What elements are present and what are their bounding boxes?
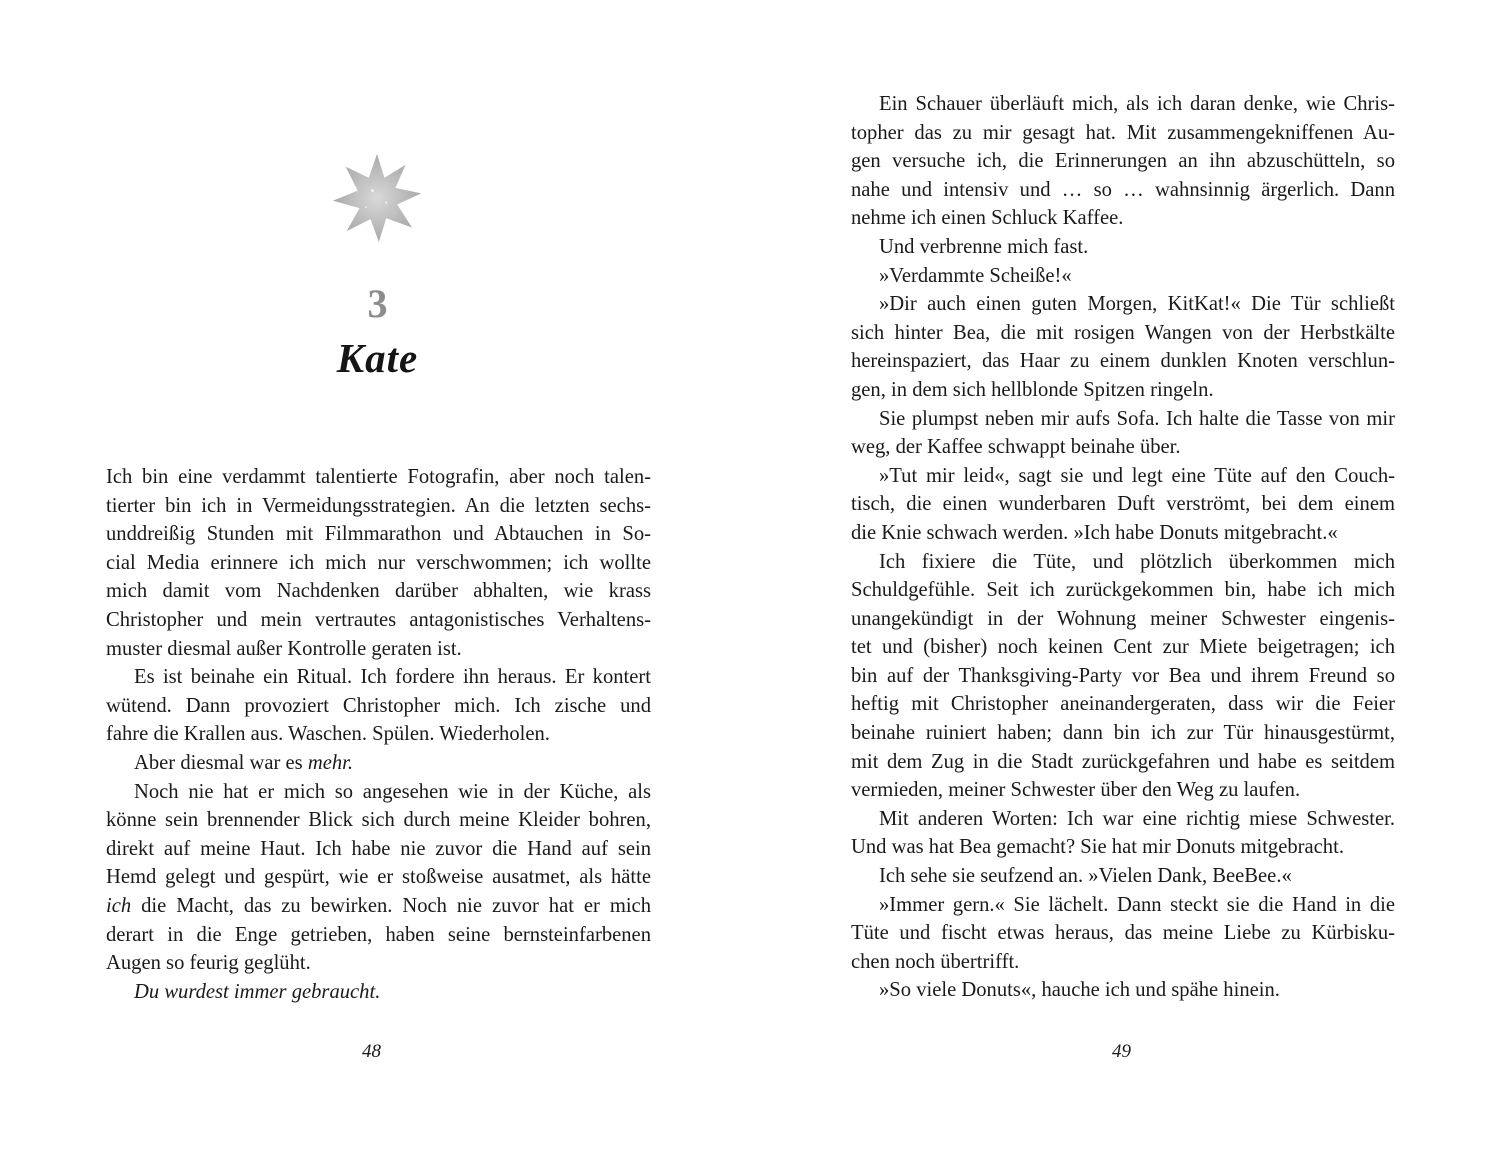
- text-line: Hemd gelegt und gespürt, wie er stoßweise ausatmet, als hätte: [106, 866, 651, 889]
- text-line: Tüte und fischt etwas heraus, das meine Liebe zu Kürbisku-: [851, 922, 1395, 945]
- text-line: fahre die Krallen aus. Waschen. Spülen. Wiederholen.: [106, 723, 550, 746]
- text-line: Augen so feurig geglüht.: [106, 952, 311, 975]
- text-line: gen, in dem sich hellblonde Spitzen ringeln.: [851, 378, 1214, 401]
- text-line: direkt auf meine Haut. Ich habe nie zuvor die Hand auf sein: [106, 837, 651, 860]
- right-page: [750, 0, 1500, 1153]
- text-line: heftig mit Christopher aneinandergeraten, dass wir die Feier: [851, 693, 1395, 716]
- left-page-body: [106, 463, 651, 1006]
- text-line: hereinspaziert, das Haar zu einem dunklen Knoten verschlun-: [851, 350, 1395, 373]
- text-line: muster diesmal außer Kontrolle geraten ist.: [106, 637, 462, 660]
- text-line: derart in die Enge getrieben, haben seine bernsteinfarbenen: [106, 923, 651, 946]
- text-line: bin auf der Thanksgiving-Party vor Bea und ihrem Freund so: [851, 664, 1395, 687]
- italic-text-run: ich: [106, 894, 132, 917]
- text-line: »So viele Donuts«, hauche ich und spähe hinein.: [879, 979, 1280, 1002]
- text-line: Mit anderen Worten: Ich war eine richtig miese Schwester.: [879, 807, 1395, 830]
- text-line: »Verdammte Scheiße!«: [879, 264, 1072, 287]
- text-line: nehme ich einen Schluck Kaffee.: [851, 207, 1124, 230]
- text-line: topher das zu mir gesagt hat. Mit zusammengekniffenen Au-: [851, 121, 1395, 144]
- text-line: Christopher und mein vertrautes antagonistisches Verhaltens-: [106, 608, 651, 631]
- text-line: [106, 892, 651, 921]
- text-line: tierter bin ich in Vermeidungsstrategien. An die letzten sechs-: [106, 494, 651, 517]
- text-line: [106, 749, 651, 778]
- text-line: Ein Schauer überläuft mich, als ich daran denke, wie Chris-: [879, 93, 1395, 115]
- right-page-body: [851, 90, 1395, 1005]
- text-line: Ich fixiere die Tüte, und plötzlich überkommen mich: [879, 550, 1395, 573]
- star-ornament-icon: [331, 152, 423, 244]
- italic-text-line: Du wurdest immer gebraucht.: [134, 980, 381, 1003]
- text-line: Und was hat Bea gemacht? Sie hat mir Donuts mitgebracht.: [851, 836, 1344, 859]
- text-line: »Tut mir leid«, sagt sie und legt eine Tüte auf den Couch-: [879, 464, 1395, 487]
- text-line: Und verbrenne mich fast.: [879, 235, 1089, 258]
- page-number: 49: [1112, 1041, 1131, 1062]
- text-line: Noch nie hat er mich so angesehen wie in der Küche, als: [134, 780, 651, 803]
- text-run: Aber diesmal war es: [134, 751, 308, 774]
- text-line: Schuldgefühle. Seit ich zurückgekommen bin, habe ich mich: [851, 579, 1395, 602]
- text-line: chen noch übertrifft.: [851, 950, 1020, 973]
- text-line: die Knie schwach werden. »Ich habe Donuts mitgebracht.«: [851, 521, 1338, 544]
- text-line: mich damit vom Nachdenken darüber abhalten, wie krass: [106, 580, 651, 603]
- text-line: vermieden, meiner Schwester über den Weg zu laufen.: [851, 779, 1301, 802]
- text-line: sich hinter Bea, die mit rosigen Wangen von der Herbstkälte: [851, 321, 1395, 344]
- text-line: beinahe ruiniert haben; dann bin ich zur Tür hinausgestürmt,: [851, 722, 1395, 745]
- italic-text-run: mehr.: [307, 751, 354, 774]
- text-line: nahe und intensiv und … so … wahnsinnig ärgerlich. Dann: [851, 178, 1395, 201]
- text-line: Ich bin eine verdammt talentierte Fotografin, aber noch talen-: [106, 466, 651, 488]
- text-line: »Immer gern.« Sie lächelt. Dann steckt sie die Hand in die: [879, 893, 1395, 916]
- text-line: Sie plumpst neben mir aufs Sofa. Ich halte die Tasse von mir: [879, 407, 1395, 430]
- page-number: 48: [362, 1041, 381, 1062]
- text-line: unangekündigt in der Wohnung meiner Schwester eingenis-: [851, 607, 1395, 630]
- text-line: mit dem Zug in die Stadt zurückgefahren und habe es seitdem: [851, 750, 1395, 773]
- text-line: könne sein brennender Blick sich durch meine Kleider bohren,: [106, 809, 651, 832]
- chapter-number: 3: [367, 281, 388, 326]
- text-line: gen versuche ich, die Erinnerungen an ihn abzuschütteln, so: [851, 150, 1395, 173]
- text-line: weg, der Kaffee schwappt beinahe über.: [851, 436, 1181, 459]
- text-line: tet und (bisher) noch keinen Cent zur Miete beigetragen; ich: [851, 636, 1395, 659]
- text-line: Es ist beinahe ein Ritual. Ich fordere ihn heraus. Er kontert: [134, 666, 651, 689]
- text-line: cial Media erinnere ich mich nur verschwommen; ich wollte: [106, 551, 651, 574]
- text-run: die Macht, das zu bewirken. Noch nie zuvor hat er mich: [131, 894, 651, 917]
- text-line: Ich sehe sie seufzend an. »Vielen Dank, BeeBee.«: [879, 865, 1292, 888]
- chapter-title: Kate: [336, 335, 419, 381]
- text-line: unddreißig Stunden mit Filmmarathon und Abtauchen in So-: [106, 523, 651, 546]
- text-line: tisch, die einen wunderbaren Duft verströmt, bei dem einem: [851, 493, 1395, 516]
- text-line: wütend. Dann provoziert Christopher mich. Ich zische und: [106, 694, 651, 717]
- text-line: »Dir auch einen guten Morgen, KitKat!« Die Tür schließt: [879, 293, 1395, 316]
